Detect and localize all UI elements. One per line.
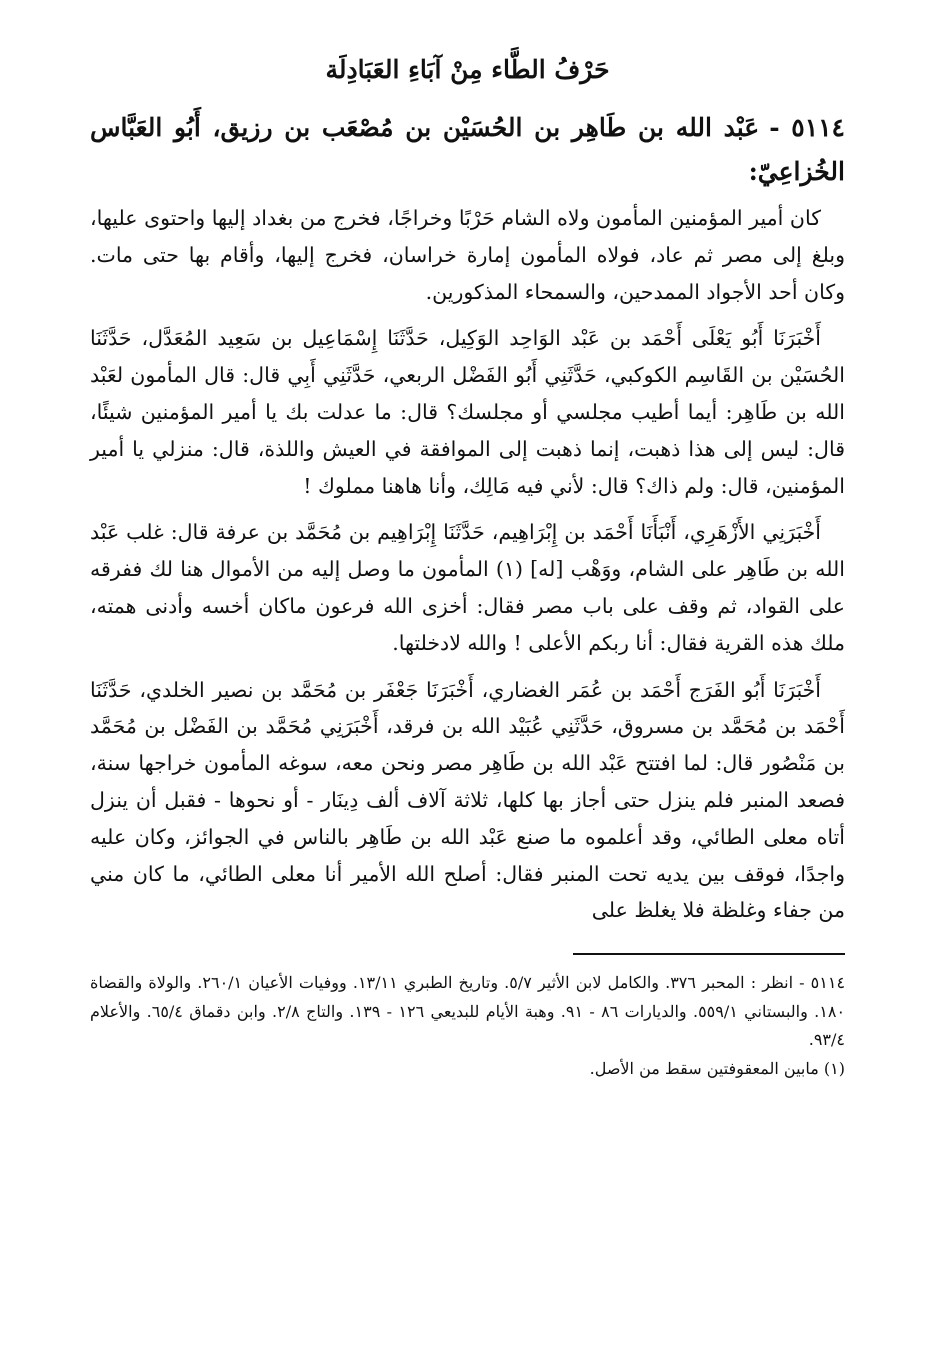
paragraph-narration-1: أَخْبَرَنَا أَبُو يَعْلَى أَحْمَد بن عَبْد الوَاحِد الوَكِيل، حَدَّثَنَا إِسْمَاعِيل بن سَعِيد المُعَدَّل، حَدَّثَنَا الحُسَيْن بن القَاسِم الكوكبي، حَدَّثَنِي أَبُو الفَضْل الربعي، حَدَّثَنِي أَبِي قال: قال المأمون لعَبْد الله بن طَاهِر: أيما أطيب مجلسي أو مجلسك؟ قال: ما عدلت بك يا أمير المؤمنين شيئًا، قال: ليس إلى هذا ذهبت، إنما ذهبت إلى الموافقة في العيش واللذة، قال: منزلي يا أمير المؤمنين، قال: ولم ذاك؟ قال: لأني فيه مَالِك، وأنا هاهنا مملوك !	[90, 326, 845, 498]
paragraph-intro: كان أمير المؤمنين المأمون ولاه الشام حَرْبًا وخراجًا، فخرج من بغداد إليها واحتوى عليها، وبلغ إلى مصر ثم عاد، فولاه المأمون إمارة خراسان، فخرج إليها، وأقام بها حتى مات. وكان أحد الأجواد الممدحين، والسمحاء المذكورين.	[90, 206, 845, 304]
footnote-divider	[573, 953, 845, 955]
footnotes	[90, 969, 845, 1083]
paragraph-narration-2: أَخْبَرَنِي الأَزْهَرِي، أَنْبَأَنَا أَحْمَد بن إِبْرَاهِيم، حَدَّثَنَا إِبْرَاهِيم بن مُحَمَّد بن عرفة قال: غلب عَبْد الله بن طَاهِر على الشام، ووَهْب [له] (١) المأمون ما وصل إليه من الأموال هنا لك ففرقه على القواد، ثم وقف على باب مصر فقال: أخزى الله فرعون ماكان أخسه وأدنى همته، ملك هذه القرية فقال: أنا ربكم الأعلى ! والله لادخلتها.	[90, 520, 845, 655]
chapter-title: حَرْفُ الطَّاء مِنْ آبَاءِ العَبَادِلَة	[325, 55, 610, 84]
book-page	[90, 52, 845, 1332]
entry-number: ٥١١٤ -	[769, 113, 845, 142]
footnote-sources: ٥١١٤ - انظر : المحبر ٣٧٦. والكامل لابن الأثير ٥/٧. وتاريخ الطبري ١٣/١١. ووفيات الأعيان ٢٦٠/١. والولاة والقضاة ١٨٠. والبستاني ٥٥٩/١. والديارات ٨٦ - ٩١. وهبة الأيام للبديعي ١٢٦ - ١٣٩. والتاج ٢/٨. وابن دقماق ٦٥/٤. والأعلام ٩٣/٤.	[90, 973, 846, 1050]
footnote-1: (١) مابين المعقوفتين سقط من الأصل.	[589, 1058, 845, 1078]
entry-heading	[90, 106, 845, 194]
paragraph-narration-3: أَخْبَرَنَا أَبُو الفَرَج أَحْمَد بن عُمَر الغضاري، أَخْبَرَنَا جَعْفَر بن مُحَمَّد بن نصير الخلدي، حَدَّثَنَا أَحْمَد بن مُحَمَّد بن مسروق، حَدَّثَنِي عُبَيْد الله بن فرقد، أَخْبَرَنِي مُحَمَّد بن الفَضْل بن مُحَمَّد بن مَنْصُور قال: لما افتتح عَبْد الله بن طَاهِر مصر ونحن معه، سوغه المأمون خراجها سنة، فصعد المنبر فلم ينزل حتى أجاز بها كلها، ثلاثة آلاف ألف دِينَار - أو نحوها - فقبل أن ينزل أتاه معلى الطائي، وقد أعلموه ما صنع عَبْد الله بن طَاهِر بالناس في الجوائز، وكان عليه واجدًا، فوقف بين يديه تحت المنبر فقال: أصلح الله الأمير أنا معلى الطائي، ما كان مني من جفاء وغلظة فلا يغلظ على	[90, 677, 845, 923]
entry-heading-text: عَبْد الله بن طَاهِر بن الحُسَيْن بن مُصْعَب بن رزيق، أَبُو العَبَّاس الخُزاعِيّ:	[90, 113, 845, 186]
